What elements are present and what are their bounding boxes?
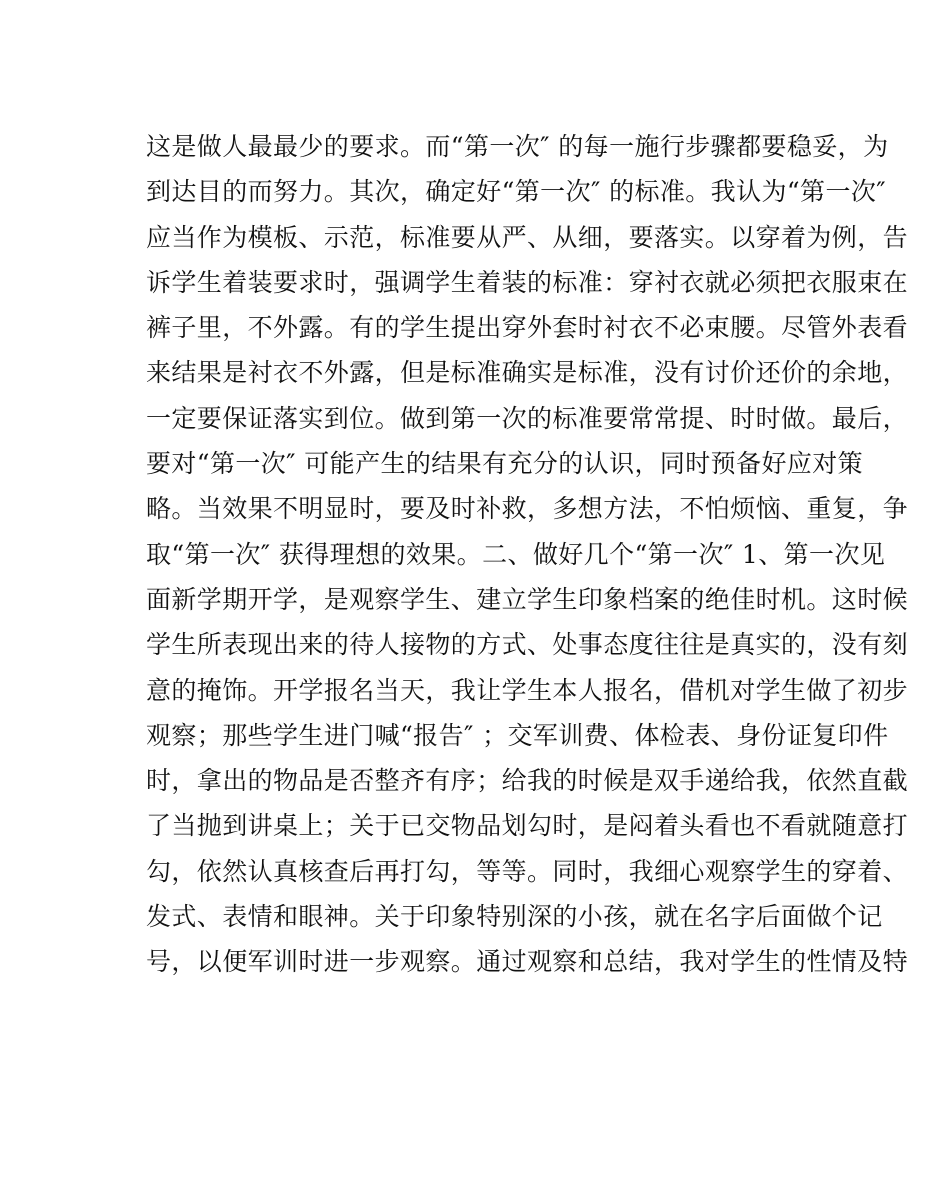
text-line: 号，以便军训时进一步观察。通过观察和总结，我对学生的性情及特 — [146, 947, 909, 977]
text-line: 诉学生着装要求时，强调学生着装的标准：穿衬衣就必须把衣服束在 — [146, 267, 909, 297]
text-line: 到达目的而努力。其次，确定好“第一次″ 的标准。我认为“第一次″ — [146, 177, 886, 207]
text-line: 应当作为模板、示范，标准要从严、从细，要落实。以穿着为例，告 — [146, 222, 909, 252]
text-line: 这是做人最最少的要求。而“第一次″ 的每一施行步骤都要稳妥，为 — [146, 132, 889, 161]
text-line: 发式、表情和眼神。关于印象特别深的小孩，就在名字后面做个记 — [146, 902, 883, 932]
text-line: 学生所表现出来的待人接物的方式、处事态度往往是真实的，没有刻 — [146, 630, 909, 660]
text-line: 裤子里，不外露。有的学生提出穿外套时衬衣不必束腰。尽管外表看 — [146, 313, 909, 343]
body-text — [146, 124, 909, 985]
text-line: 一定要保证落实到位。做到第一次的标准要常常提、时时做。最后， — [146, 403, 909, 433]
text-line: 了当抛到讲桌上；关于已交物品划勾时，是闷着头看也不看就随意打 — [146, 811, 909, 841]
text-line: 略。当效果不明显时，要及时补救，多想方法，不怕烦恼、重复，争 — [146, 494, 909, 524]
text-line: 时，拿出的物品是否整齐有序；给我的时候是双手递给我，依然直截 — [146, 766, 909, 796]
text-line: 要对“第一次″ 可能产生的结果有充分的认识，同时预备好应对策 — [146, 449, 864, 479]
text-line: 取“第一次″ 获得理想的效果。二、做好几个“第一次″ 1、第一次见 — [146, 539, 886, 569]
text-line: 来结果是衬衣不外露，但是标准确实是标准，没有讨价还价的余地， — [146, 358, 909, 388]
text-line: 勾，依然认真核查后再打勾，等等。同时，我细心观察学生的穿着、 — [146, 856, 909, 886]
text-line: 意的掩饰。开学报名当天，我让学生本人报名，借机对学生做了初步 — [146, 675, 909, 705]
text-line: 面新学期开学，是观察学生、建立学生印象档案的绝佳时机。这时候 — [146, 584, 909, 614]
text-line: 观察；那些学生进门喊“报告″ ；交军训费、体检表、身份证复印件 — [146, 720, 889, 750]
